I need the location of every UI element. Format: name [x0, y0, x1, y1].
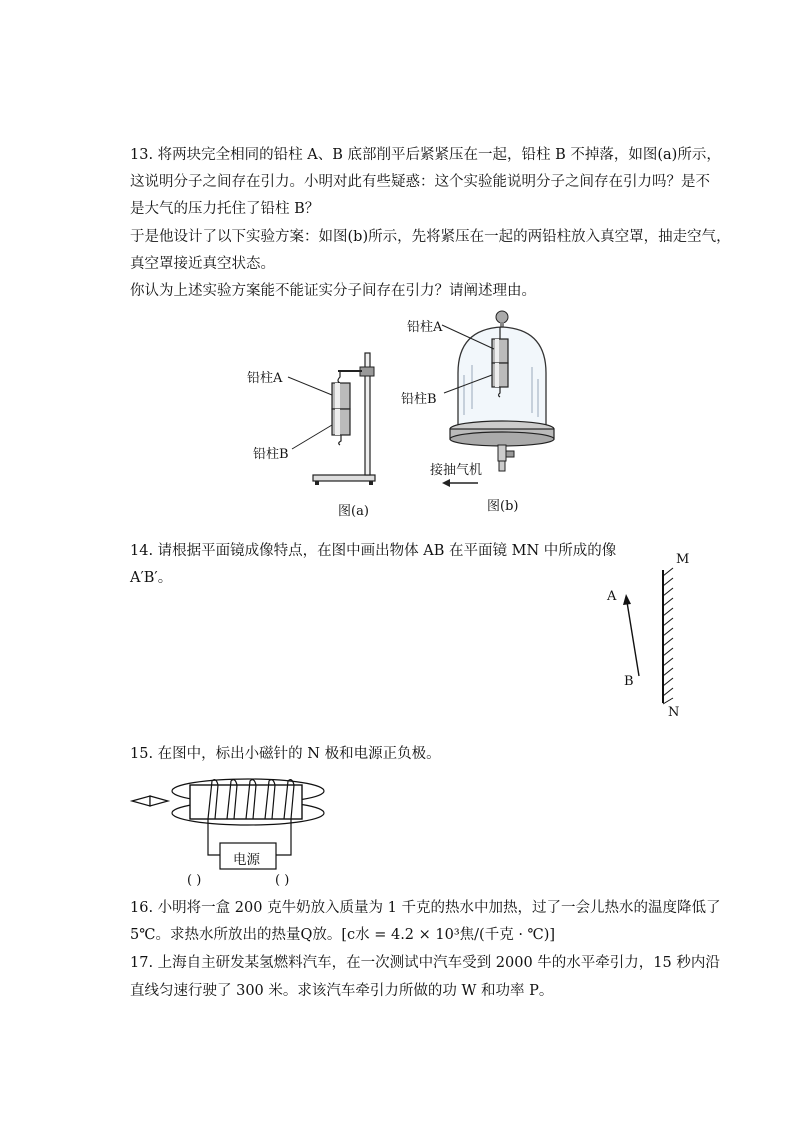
q13-line-2: 这说明分子之间存在引力。小明对此有些疑惑：这个实验能说明分子之间存在引力吗？是不: [130, 174, 710, 190]
q15-line: 15. 在图中，标出小磁针的 N 极和电源正负极。: [130, 746, 441, 762]
mirror-label-m: M: [676, 552, 690, 567]
mirror-figure: [600, 548, 690, 723]
mirror-label-n: N: [668, 705, 680, 720]
fig-a-caption: 图(a): [338, 504, 369, 519]
q16-line-1: 16. 小明将一盒 200 克牛奶放入质量为 1 千克的热水中加热，过了一会儿热水的温度降低了: [130, 900, 721, 916]
blank-right: ( ): [275, 873, 290, 888]
object-label-a: A: [607, 589, 617, 604]
q17-line-2: 直线匀速行驶了 300 米。求该汽车牵引力所做的功 W 和功率 P。: [130, 983, 554, 999]
q13-line-6: 你认为上述实验方案能不能证实分子间存在引力？请阐述理由。: [130, 283, 536, 299]
object-label-b: B: [624, 674, 634, 689]
power-source-label: 电源: [233, 852, 260, 868]
fig-b-pump-label: 接抽气机: [430, 463, 483, 478]
fig-a-label-a: 铅柱A: [247, 371, 283, 386]
fig-a-label-b: 铅柱B: [253, 447, 289, 462]
q13-line-1: 13. 将两块完全相同的铅柱 A、B 底部削平后紧紧压在一起，铅柱 B 不掉落，如图(a)所示，: [130, 147, 721, 163]
fig-b-label-a: 铅柱A: [407, 320, 443, 335]
q14-line-1: 14. 请根据平面镜成像特点，在图中画出物体 AB 在平面镜 MN 中所成的像: [130, 543, 617, 559]
fig-b-caption: 图(b): [487, 499, 519, 514]
q16-line-2: 5℃。求热水所放出的热量Q放。[c水 = 4.2 × 10³焦/(千克 · ℃)]: [130, 927, 556, 943]
blank-left: ( ): [187, 873, 202, 888]
q17-line-1: 17. 上海自主研发某氢燃料汽车，在一次测试中汽车受到 2000 牛的水平牵引力，15 秒内沿: [130, 955, 720, 971]
q13-line-4: 于是他设计了以下实验方案：如图(b)所示，先将紧压在一起的两铅柱放入真空罩，抽走空气，: [130, 229, 731, 245]
q13-line-5: 真空罩接近真空状态。: [130, 256, 275, 272]
q13-line-3: 是大气的压力托住了铅柱 B？: [130, 201, 320, 217]
q14-line-2: A′B′。: [130, 570, 173, 586]
fig-b-label-b: 铅柱B: [401, 392, 437, 407]
